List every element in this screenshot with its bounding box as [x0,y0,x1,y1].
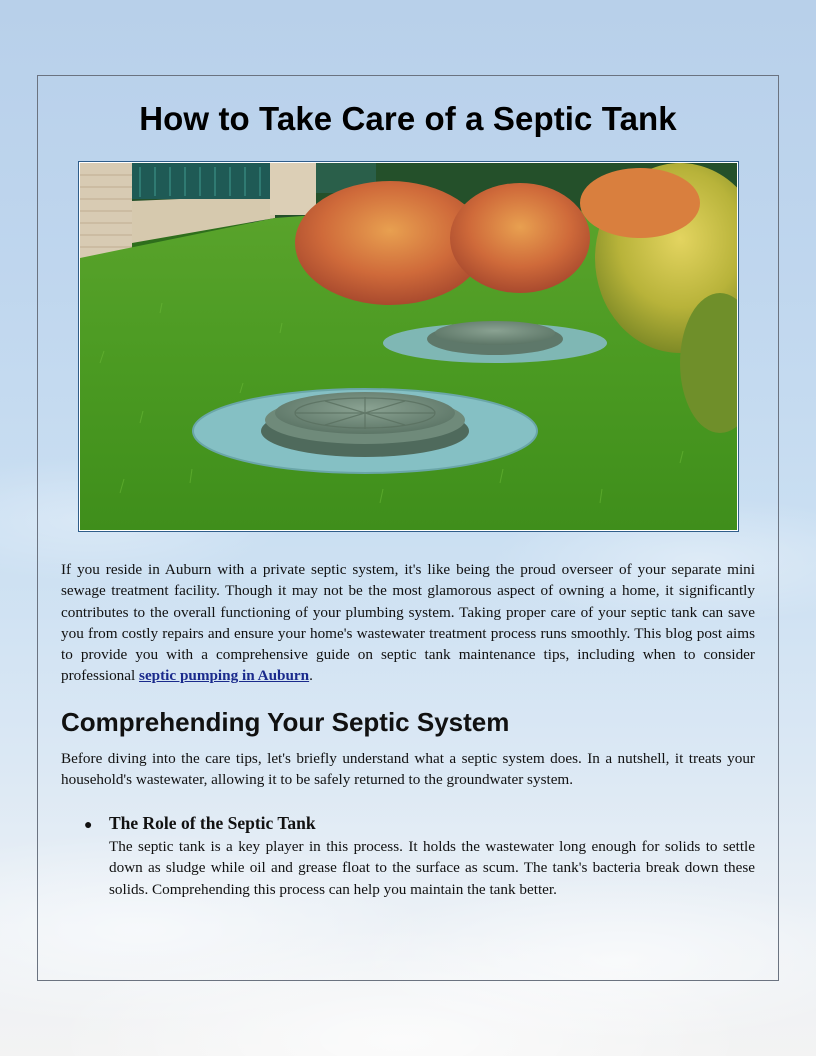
bullet-text: The septic tank is a key player in this process. It holds the wastewater long enough for solids to settle down as sludge while oil and grease float to the surface as scum. The tank's bacteria break down these solids. Comprehending this process can help you maintain the tank better. [109,838,755,898]
section-paragraph: Before diving into the care tips, let's briefly understand what a septic system does. In a nutshell, it treats your household's wastewater, allowing it to be safely returned to the groundwater system. [61,750,755,789]
hero-image [78,161,739,532]
section-heading: Comprehending Your Septic System [61,707,510,737]
septic-lawn-photo [80,163,737,530]
intro-text-end: . [309,667,313,685]
page-title: How to Take Care of a Septic Tank [139,100,677,137]
septic-pumping-link[interactable]: septic pumping in Auburn [139,667,310,685]
intro-text: If you reside in Auburn with a private septic system, it's like being the proud overseer of your separate mini sewage treatment facility. Though it may not be the most glamorous aspect of owning a home, it significantly contributes to the overall functioning of your plumbing system. Taking proper care of your septic tank can save you from costly repairs and ensure your home's wastewater treatment process runs smoothly. This blog post aims to provide you with a comprehensive guide on septic tank maintenance tips, including when to consider professional [61,561,755,685]
intro-paragraph [61,559,755,687]
bullet-marker: ● [84,818,93,833]
bullet-title: The Role of the Septic Tank [109,813,316,833]
